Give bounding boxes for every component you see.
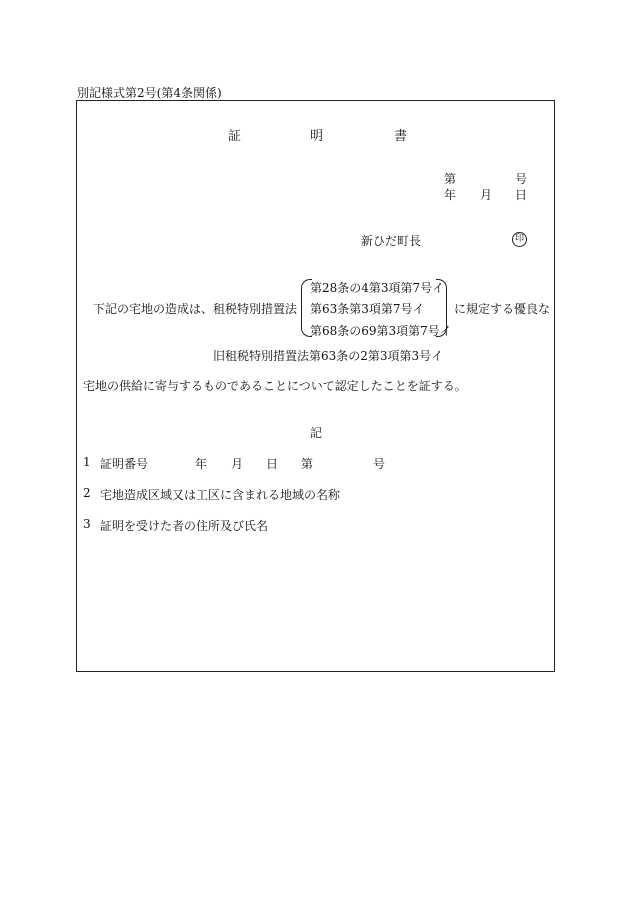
item1-month: 月 [231, 457, 244, 471]
title-char-3: 書 [394, 129, 408, 144]
old-law-option: 旧租税特別措置法第63条の2第3項第3号イ [213, 349, 444, 363]
date-day: 日 [515, 188, 528, 202]
title-char-1: 証 [228, 129, 242, 144]
ki-heading: 記 [310, 426, 323, 440]
form-label: 別記様式第2号(第4条関係) [77, 86, 222, 100]
item1-label: 証明番号 [100, 457, 149, 471]
item1-day: 日 [266, 457, 279, 471]
statement-suffix: に規定する優良な [454, 302, 551, 316]
seal-mark: 印 [512, 232, 527, 247]
statement-prefix: 下記の宅地の造成は、租税特別措置法 [93, 302, 298, 316]
item1-number: 1 [83, 455, 91, 469]
law-option-1: 第28条の4第3項第7号イ [310, 281, 445, 295]
law-option-3: 第68条の69第3項第7号イ [310, 324, 452, 338]
date-year: 年 [444, 188, 457, 202]
number-go: 号 [515, 172, 528, 186]
item2-label: 宅地造成区域又は工区に含まれる地域の名称 [100, 488, 341, 502]
date-month: 月 [480, 188, 493, 202]
item3-number: 3 [83, 517, 91, 531]
statement-closing: 宅地の供給に寄与するものであることについて認定したことを証する。 [83, 379, 467, 393]
item3-label: 証明を受けた者の住所及び氏名 [100, 519, 269, 533]
item1-go: 号 [373, 457, 386, 471]
item2-number: 2 [83, 486, 91, 500]
item1-dai: 第 [301, 457, 314, 471]
law-option-2: 第63条第3項第7号イ [310, 302, 425, 316]
number-dai: 第 [444, 172, 457, 186]
issuer-name: 新ひだ町長 [361, 234, 422, 248]
item1-year: 年 [195, 457, 208, 471]
title-char-2: 明 [310, 129, 324, 144]
